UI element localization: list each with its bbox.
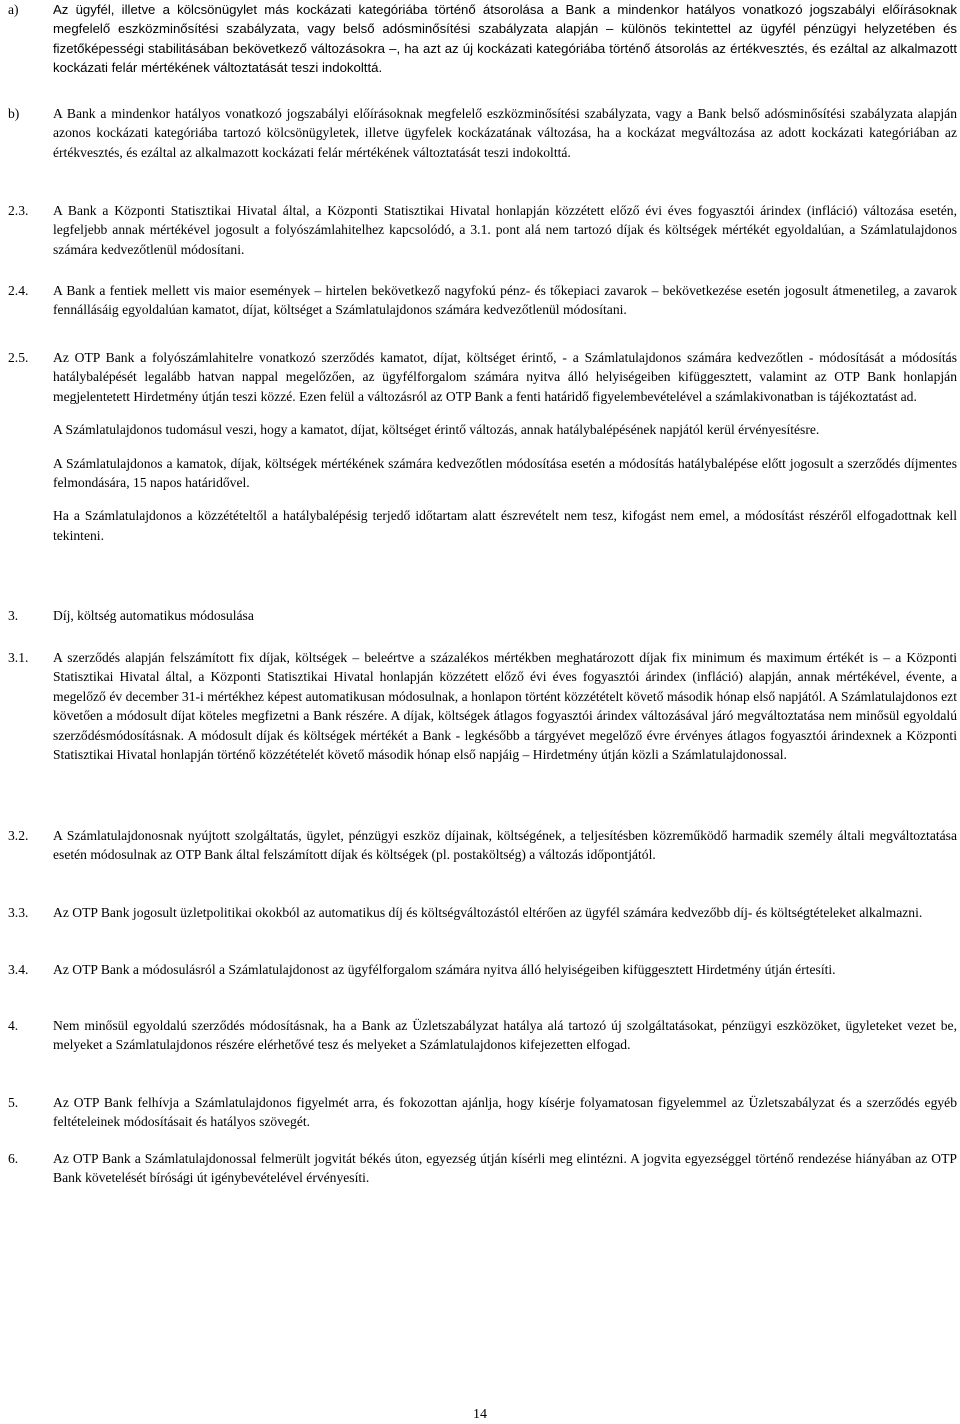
clause-text: Az OTP Bank a módosulásról a Számlatulajdonost az ügyfélforgalom számára nyitva álló helyiségeiben kifüggesztett Hirdetmény útján értesíti.	[53, 962, 836, 977]
section-number: 3.	[8, 608, 19, 623]
section-3-heading	[8, 606, 957, 625]
clause-number: 3.3.	[8, 905, 29, 920]
clause-text: Az OTP Bank a Számlatulajdonossal felmerült jogvitát békés úton, egyezség útján kísérli meg elintézni. A jogvita egyezséggel történő rendezése hiányában az OTP Bank követelését bírósági út igénybevételével érvényesíti.	[53, 1151, 957, 1186]
paragraph: A Számlatulajdonos a kamatok, díjak, költségek mértékének számára kedvezőtlen módosítása esetén a módosítás hatálybalépése előtt jogosult a szerződés díjmentes felmondására, 15 napos határidővel.	[53, 455, 957, 491]
clause-text: A Bank a Központi Statisztikai Hivatal által, a Központi Statisztikai Hivatal honlapján közzétett előző évi éves fogyasztói árindex (infláció) változása esetén, legfeljebb annak mértékével jogosult a folyószámlahitelhez kapcsolódó, a 3.1. pont alá nem tartozó díjak és költségek mértékét egyoldalúan, a Számlatulajdonos számára kedvezőtlenül módosítani.	[53, 203, 957, 257]
clause-3-1	[8, 648, 957, 764]
clause-3-3	[8, 903, 957, 922]
clause-text: Az ügyfél, illetve a kölcsönügylet más kockázati kategóriába történő átsorolása a Bank a mindenkor hatályos vonatkozó jogszabályi előírásoknak megfelelő eszközminősítési szabályzata, vagy belső adósminősítési szabályzata alapján – különös tekintettel az ügyfél pénzügyi helyzetében és fizetőképességi stabilitásában bekövetkező változásokra –, ha azt az új kockázati kategóriába történő átsorolás az értékvesztés, és ezáltal az alkalmazott kockázati felár mértékének változtatását teszi indokolttá.	[53, 2, 957, 76]
clause-number: 3.2.	[8, 828, 29, 843]
clause-text: Az OTP Bank jogosult üzletpolitikai okokból az automatikus díj és költségváltozástól eltérően az ügyfél számára kedvezőbb díj- és költségtételeket alkalmazni.	[53, 905, 923, 920]
paragraph: Az OTP Bank a folyószámlahitelre vonatkozó szerződés kamatot, díjat, költséget érintő, - a Számlatulajdonos számára kedvezőtlen - módosítását a módosítás hatálybalépését legalább hatvan nappal megelőzően, az ügyfélforgalom számára nyitva álló helyiségeiben kifüggesztett, valamint az OTP Bank honlapján megjelentetett Hirdetmény útján teszi közzé. Ezen felül a változásról az OTP Bank a fenti határidő figyelembevételével a számlakivonatban is tájékoztatást ad.	[53, 350, 957, 404]
clause-number: 4.	[8, 1018, 19, 1033]
clause-3-2	[8, 826, 957, 865]
clause-2-4	[8, 281, 957, 320]
clause-5	[8, 1093, 957, 1132]
clause-number: b)	[8, 106, 20, 121]
clause-number: 2.4.	[8, 283, 29, 298]
clause-text: Nem minősül egyoldalú szerződés módosításnak, ha a Bank az Üzletszabályzat hatálya alá tartozó új szolgáltatásokat, pénzügyi eszközöket, ügyleteket vezet be, melyeket a Számlatulajdonos részére elérhetővé tesz és melyeket a Számlatulajdonos kifejezetten elfogad.	[53, 1018, 957, 1053]
clause-text: A szerződés alapján felszámított fix díjak, költségek – beleértve a százalékos mértékben meghatározott díjak fix minimum és maximum értékét is – a Központi Statisztikai Hivatal által, a Központi Statisztikai Hivatal honlapján közzétett előző évi éves fogyasztói árindex (infláció) alapján, annak mértékével, évente, a megelőző év december 31-i mértékhez képest automatikusan módosulnak, a honlapon történt közzétételt követő második hónap első napjától. A Számlatulajdonos ezt követően a módosult díjat köteles megfizetni a Bank részére. A díjak, költségek átlagos fogyasztói árindex változásával járó megváltoztatása nem minősül egyoldalú szerződésmódosításnak. A módosult díjak és költségek mértékét a Bank - legkésőbb a tárgyévet megelőző évre érvényes átlagos fogyasztói árindexnek a Központi Statisztikai Hivatal honlapján történő közzétételét követő második hónap első napjáig – Hirdetmény útján közli a Számlatulajdonossal.	[53, 650, 957, 763]
paragraph: Ha a Számlatulajdonos a közzétételtől a hatálybalépésig terjedő időtartam alatt észrevételt nem tesz, kifogást nem emel, a módosítást részéről elfogadottnak kell tekinteni.	[53, 508, 957, 543]
clause-text	[53, 348, 957, 545]
page-number: 14	[473, 1407, 487, 1422]
clause-text: A Számlatulajdonosnak nyújtott szolgáltatás, ügylet, pénzügyi eszköz díjainak, költségének, a teljesítésben közreműködő harmadik személy általi megváltoztatása esetén módosulnak az OTP Bank által felszámított díjak és költségek (pl. postaköltség) a változás időpontjától.	[53, 828, 957, 863]
clause-2-3	[8, 201, 957, 259]
clause-number: 5.	[8, 1095, 19, 1110]
clause-text: A Bank a mindenkor hatályos vonatkozó jogszabályi előírásoknak megfelelő eszközminősítési szabályzata, vagy a Bank belső adósminősítési szabályzata alapján azonos kockázati kategóriába tartozó kölcsönügyletek, illetve ügyfelek kockázatának változása, ha a kockázat megváltozása az adott kockázati kategóriában az értékvesztés, és ezáltal az alkalmazott kockázati felár mértékének változtatását teszi indokolttá.	[53, 106, 957, 160]
clause-3-4	[8, 960, 957, 979]
clause-4	[8, 1016, 957, 1055]
clause-text: A Bank a fentiek mellett vis maior események – hirtelen bekövetkező nagyfokú pénz- és tőkepiaci zavarok – bekövetkezése esetén jogosult átmenetileg, a zavarok fennállásáig egyoldalúan kamatot, díjat, költséget a Számlatulajdonos számára kedvezőtlenül módosítani.	[53, 283, 957, 318]
clause-number: 2.5.	[8, 350, 29, 365]
clause-b	[8, 104, 957, 162]
section-title: Díj, költség automatikus módosulása	[53, 608, 254, 623]
clause-number: 2.3.	[8, 203, 29, 218]
clause-text: Az OTP Bank felhívja a Számlatulajdonos figyelmét arra, és fokozottan ajánlja, hogy kísérje folyamatosan figyelemmel az Üzletszabályzat és a szerződés egyéb feltételeinek módosításait és hatályos szövegét.	[53, 1095, 957, 1130]
clause-number: a)	[8, 2, 19, 17]
clause-2-5	[8, 348, 957, 545]
clause-number: 3.4.	[8, 962, 29, 977]
clause-6	[8, 1149, 957, 1188]
clause-a	[8, 0, 957, 78]
clause-number: 6.	[8, 1151, 19, 1166]
clause-number: 3.1.	[8, 650, 29, 665]
paragraph: A Számlatulajdonos tudomásul veszi, hogy a kamatot, díjat, költséget érintő változás, annak hatálybalépésének napjától kerül érvényesítésre.	[53, 422, 820, 438]
